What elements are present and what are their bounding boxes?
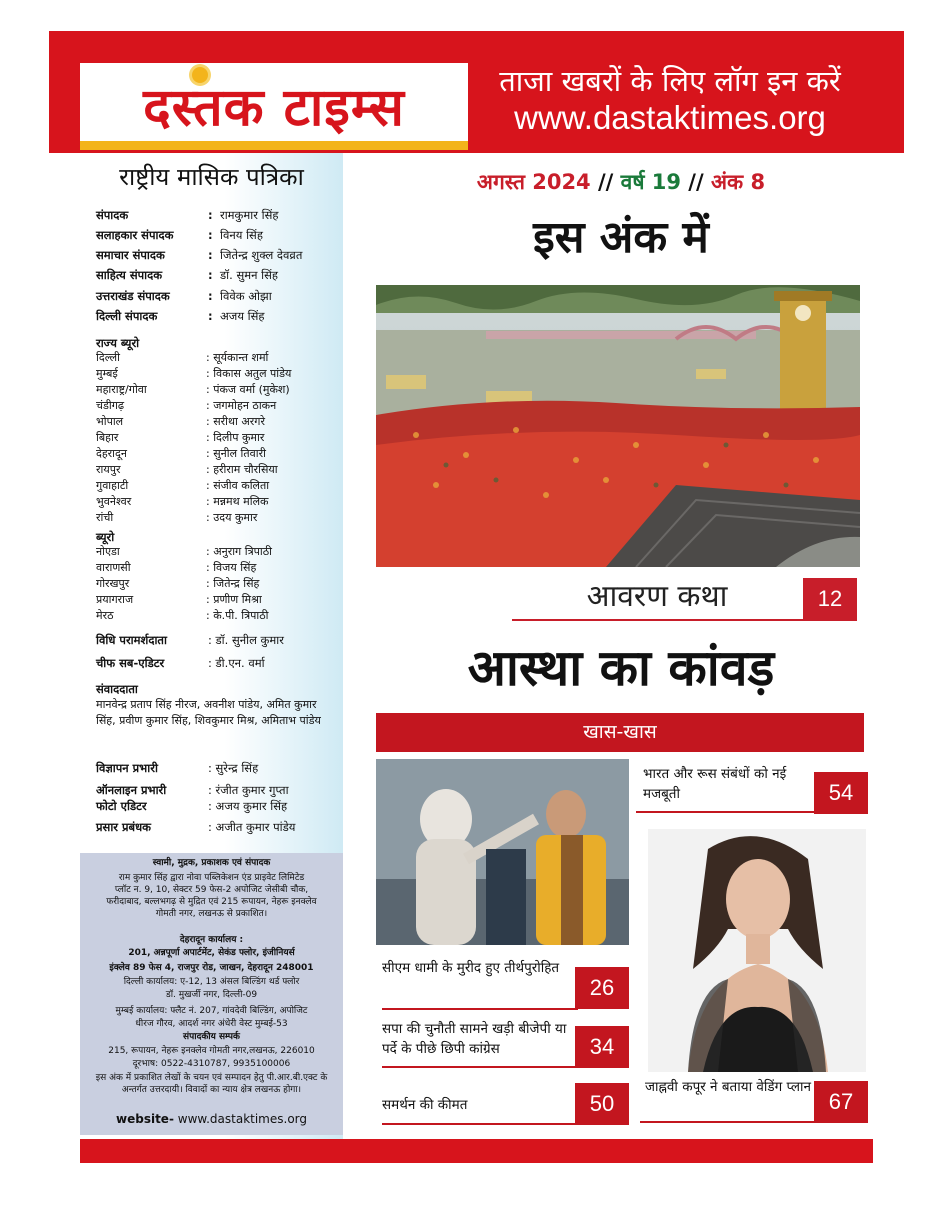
issue-month: अगस्त 2024 <box>476 170 591 194</box>
disclaimer-line: अन्तर्गत उत्तरदायी। विवादों का न्याय क्षेत्र लखनऊ होगा। <box>121 1085 302 1095</box>
publisher-line: फरीदाबाद, बल्लभगढ़ से मुद्रित एवं 215 रूपायन, नेहरू इनक्लेव <box>106 897 317 907</box>
staff-name: : डॉ. सुनील कुमार <box>208 633 284 647</box>
bureau-row <box>96 592 262 608</box>
staff-name: : डी.एन. वर्मा <box>208 656 265 670</box>
cover-photo[interactable] <box>376 285 860 567</box>
editor-row <box>96 228 263 242</box>
publisher-title: स्वामी, मुद्रक, प्रकाशक एवं संपादक <box>152 858 271 868</box>
editor-row <box>96 248 302 262</box>
issue-separator: // <box>590 170 621 194</box>
story-title[interactable]: सपा की चुनौती सामने खड़ी बीजेपी या पर्दे के पीछे छिपी कांग्रेस <box>382 1021 567 1057</box>
bureau-name: : के.पी. त्रिपाठी <box>206 609 269 622</box>
bureau-place: रांची <box>96 511 114 524</box>
staff-role: ऑनलाइन प्रभारी <box>96 783 167 797</box>
bureau-place: महाराष्ट्र/गोवा <box>96 383 147 396</box>
editorial-contact-line: 215, रूपायन, नेहरू इनक्लेव गोमती नगर,लखनऊ, 226010 <box>108 1046 315 1056</box>
legal-advisor-row <box>96 633 284 647</box>
login-tagline: ताजा खबरों के लिए लॉग इन करें <box>499 64 841 98</box>
story-page-number[interactable]: 26 <box>575 967 629 1009</box>
issue-year: वर्ष 19 <box>620 170 681 194</box>
bureau-name: : विकास अतुल पांडेय <box>206 367 292 380</box>
staff-name: : अजय कुमार सिंह <box>208 799 288 813</box>
dehradun-office-title: देहरादून कार्यालय : <box>179 935 244 945</box>
story-page-number[interactable]: 34 <box>575 1026 629 1068</box>
editor-row <box>96 289 272 303</box>
editor-name: डॉ. सुमन सिंह <box>220 268 278 282</box>
cover-story-label: आवरण कथा <box>586 579 728 614</box>
bureau-row <box>96 494 269 510</box>
bureau-row <box>96 382 290 398</box>
bureau-name: : सूर्यकान्त शर्मा <box>206 351 269 364</box>
bureau-name: : उदय कुमार <box>206 511 258 524</box>
story-page-number[interactable]: 54 <box>814 772 868 814</box>
bureau-row <box>96 446 266 462</box>
editorial-contact-title: संपादकीय सम्पर्क <box>183 1032 240 1042</box>
phone-line: दूरभाष: 0522-4310787, 9935100006 <box>132 1059 291 1069</box>
staff-name: : अजीत कुमार पांडेय <box>208 820 296 834</box>
colon: : <box>208 289 213 303</box>
story-underline <box>382 1008 578 1010</box>
staff-role: फोटो एडिटर <box>96 799 147 813</box>
chief-sub-editor-row <box>96 656 265 670</box>
mumbai-office-line: धीरज गौरव, आदर्श नगर अंधेरी वेस्ट मुम्बई-53 <box>135 1019 288 1029</box>
bureau-place: मुम्बई <box>96 367 118 380</box>
cover-photo-illustration <box>376 285 860 567</box>
staff-role: चीफ सब-एडिटर <box>96 656 165 670</box>
bureau-row <box>96 462 278 478</box>
contents-heading: इस अंक में <box>533 212 709 263</box>
bureau-place: मेरठ <box>96 609 114 622</box>
editor-role: समाचार संपादक <box>96 248 165 262</box>
special-section-bar: खास-खास <box>376 713 864 752</box>
issue-number: अंक 8 <box>710 170 766 194</box>
bureau-place: गोरखपुर <box>96 577 130 590</box>
story-underline <box>382 1123 578 1125</box>
cover-story-title[interactable]: आस्था का कांवड़ <box>467 639 775 697</box>
bureau-row <box>96 430 264 446</box>
reporters-list: मानवेन्द्र प्रताप सिंह नीरज, अवनीश पांडेय, अमित कुमार सिंह, प्रवीण कुमार सिंह, शिवकुमार मिश्र, अमिताभ पांडेय <box>96 698 321 727</box>
staff-role: प्रसार प्रबंधक <box>96 820 152 834</box>
online-incharge-row <box>96 783 289 797</box>
bureau-row <box>96 414 265 430</box>
website-link[interactable]: www.dastaktimes.org <box>514 99 826 136</box>
state-bureau-heading: राज्य ब्यूरो <box>96 336 140 350</box>
story-title[interactable]: जाह्नवी कपूर ने बताया वेडिंग प्लान <box>645 1079 812 1095</box>
issue-line <box>376 168 866 196</box>
bureau-name: : सुनील तिवारी <box>206 447 266 460</box>
story-title[interactable]: सीएम धामी के मुरीद हुए तीर्थपुरोहित <box>382 960 560 976</box>
bureau-row <box>96 478 269 494</box>
staff-role: विज्ञापन प्रभारी <box>96 761 158 775</box>
delhi-office-line: दिल्ली कार्यालय: ए-12, 13 अंसल बिल्डिंग थर्ड फ्लोर <box>123 977 300 987</box>
bureau-row <box>96 510 257 526</box>
reporters-heading: संवाददाता <box>96 682 138 696</box>
bureau-row <box>96 350 268 366</box>
bureau-name: : जितेन्द्र सिंह <box>206 577 260 590</box>
story-title[interactable]: भारत और रूस संबंधों को नई मजबूती <box>643 766 787 802</box>
story-underline <box>640 1121 816 1123</box>
editor-role: उत्तराखंड संपादक <box>96 289 170 303</box>
issue-separator: // <box>681 170 711 194</box>
bureau-heading: ब्यूरो <box>96 530 115 544</box>
story-title[interactable]: समर्थन की कीमत <box>382 1097 468 1113</box>
dehradun-office-line: इंक्लेव 89 फेस 4, राजपुर रोड, जाखन, देहरादून 248001 <box>109 963 314 973</box>
janhvi-photo-illustration <box>648 829 866 1072</box>
mumbai-office-line: मुम्बई कार्यालय: फ्लैट नं. 207, गांवदेवी बिल्डिंग, अपोजिट <box>115 1006 308 1016</box>
disclaimer-line: इस अंक में प्रकाशित लेखों के चयन एवं सम्पादन हेतु पी.आर.बी.एक्ट के <box>95 1073 328 1083</box>
editor-row <box>96 268 278 282</box>
website-label: website- <box>116 1112 174 1126</box>
bureau-place: गुवाहाटी <box>96 479 129 492</box>
bureau-name: : विजय सिंह <box>206 561 257 574</box>
sidebar-heading: राष्ट्रीय मासिक पत्रिका <box>119 163 304 191</box>
bureau-place: दिल्ली <box>96 351 120 364</box>
bureau-name: : प्रणीण मिश्रा <box>206 593 262 606</box>
bureau-name: : हरीराम चौरसिया <box>206 463 278 476</box>
bureau-row <box>96 608 269 624</box>
publisher-line: राम कुमार सिंह द्वारा नोवा पब्लिकेशन एंड प्राइवेट लिमिटेड <box>118 873 305 883</box>
staff-role: विधि परामर्शदाता <box>96 633 167 647</box>
story-underline <box>382 1066 578 1068</box>
janhvi-photo[interactable] <box>648 829 866 1072</box>
bureau-row <box>96 544 272 560</box>
bureau-name: : दिलीप कुमार <box>206 431 265 444</box>
bureau-place: रायपुर <box>96 463 121 476</box>
footer-bar <box>80 1139 873 1163</box>
editor-name: जितेन्द्र शुक्ल देवव्रत <box>220 248 303 262</box>
masthead-logo <box>80 63 468 150</box>
bureau-name: : पंकज वर्मा (मुकेश) <box>206 383 290 396</box>
bureau-row <box>96 560 256 576</box>
bureau-place: चंडीगढ़ <box>96 399 125 412</box>
colon: : <box>208 248 213 262</box>
editor-row <box>96 309 265 323</box>
dehradun-office-line: 201, अन्नपूर्णा अपार्टमेंट, सेकंड फ्लोर, इंजीनियर्स <box>128 948 295 958</box>
editor-name: विनय सिंह <box>220 228 263 242</box>
photo-editor-row <box>96 799 287 813</box>
bureau-row <box>96 398 276 414</box>
staff-name: : रंजीत कुमार गुप्ता <box>208 783 289 797</box>
bureau-place: भोपाल <box>96 415 124 428</box>
bureau-place: बिहार <box>96 431 119 444</box>
publisher-line: गोमती नगर, लखनऊ से प्रकाशित। <box>155 909 268 919</box>
bureau-name: : अनुराग त्रिपाठी <box>206 545 273 558</box>
dhami-photo-illustration <box>376 759 629 945</box>
circulation-row <box>96 820 295 834</box>
bureau-place: प्रयागराज <box>96 593 134 606</box>
bureau-place: भुवनेश्वर <box>96 495 132 508</box>
colon: : <box>208 208 213 222</box>
story-page-number[interactable]: 50 <box>575 1083 629 1125</box>
colon: : <box>208 309 213 323</box>
bureau-name: : संजीव कलिता <box>206 479 270 492</box>
editor-name: विवेक ओझा <box>220 289 272 303</box>
bureau-place: नोएडा <box>96 545 120 558</box>
editor-role: दिल्ली संपादक <box>96 309 158 323</box>
ad-incharge-row <box>96 761 258 775</box>
colon: : <box>208 268 213 282</box>
colon: : <box>208 228 213 242</box>
bureau-name: : जगमोहन ठाकन <box>206 399 277 412</box>
bureau-place: देहरादून <box>96 447 127 460</box>
dhami-photo[interactable] <box>376 759 629 945</box>
bureau-row <box>96 366 291 382</box>
story-underline <box>636 811 816 813</box>
logo-text: दस्तक टाइम्स <box>143 78 405 138</box>
publisher-website <box>84 1112 339 1126</box>
cover-story-page-number[interactable]: 12 <box>803 578 857 620</box>
website-link[interactable]: www.dastaktimes.org <box>173 1112 307 1126</box>
bureau-name: : मन्नमथ मलिक <box>206 495 269 508</box>
delhi-office-line: डॉ. मुखर्जी नगर, दिल्ली-09 <box>165 990 258 1000</box>
editor-name: रामकुमार सिंह <box>220 208 279 222</box>
bureau-name: : सरीथा अरगरे <box>206 415 265 428</box>
editor-role: संपादक <box>96 208 129 222</box>
editor-role: सलाहकार संपादक <box>96 228 174 242</box>
story-page-number[interactable]: 67 <box>814 1081 868 1123</box>
bureau-row <box>96 576 259 592</box>
editor-row <box>96 208 278 222</box>
staff-name: : सुरेन्द्र सिंह <box>208 761 259 775</box>
publisher-line: प्लॉट न. 9, 10, सेक्टर 59 फेस-2 अपोजिट जेसीबी चौक, <box>114 885 309 895</box>
editor-role: साहित्य संपादक <box>96 268 163 282</box>
logo-stripe <box>80 141 468 150</box>
bureau-place: वाराणसी <box>96 561 131 574</box>
editor-name: अजय सिंह <box>220 309 265 323</box>
